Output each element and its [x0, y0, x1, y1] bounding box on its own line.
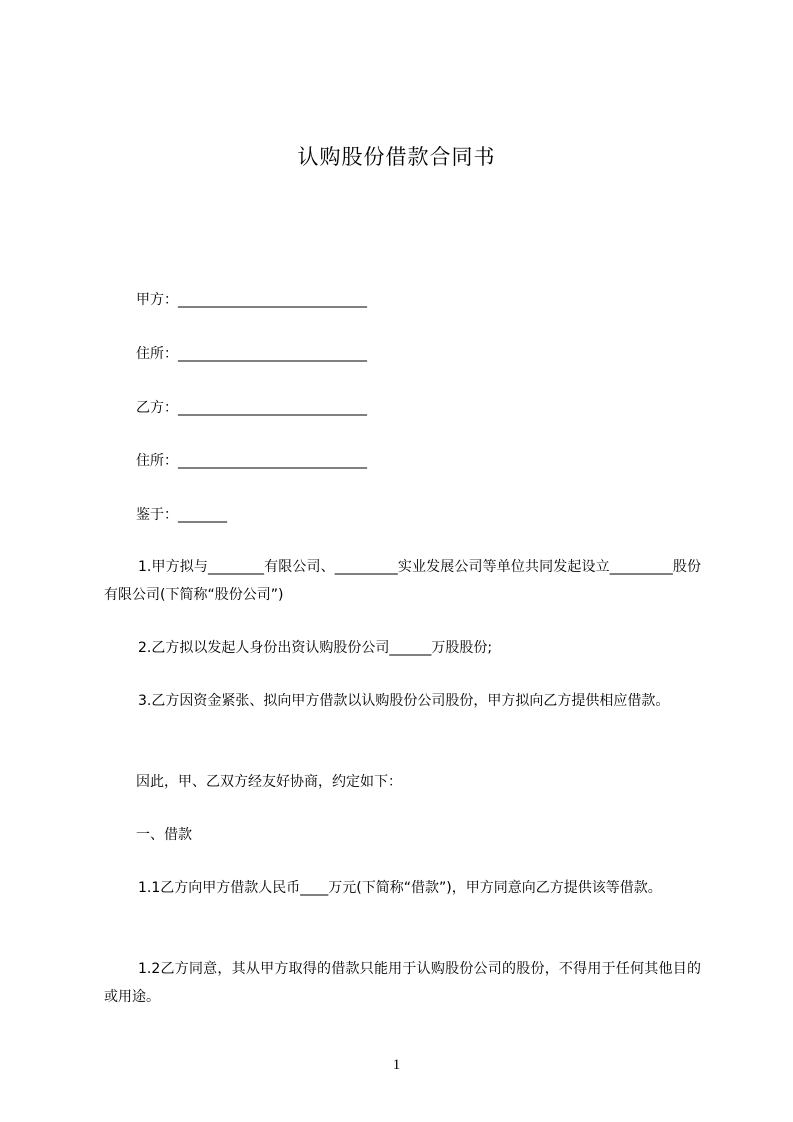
- document-title: 认购股份借款合同书: [297, 145, 496, 169]
- clause-1: 1.甲方拟与________有限公司、_________实业发展公司等单位共同发起设立_________股份有限公司(下简称“股份公司”): [104, 559, 701, 603]
- agreement-line: 因此，甲、乙双方经友好协商，约定如下：: [136, 774, 402, 790]
- party-b-line: 乙方：___________________________: [136, 400, 367, 416]
- whereas-line: 鉴于：_______: [136, 507, 227, 523]
- clause-2: 2.乙方拟以发起人身份出资认购股份公司______万股股份;: [138, 640, 493, 656]
- page-number: 1: [392, 1057, 401, 1073]
- clause-3: 3.乙方因资金紧张、拟向甲方借款以认购股份公司股份，甲方拟向乙方提供相应借款。: [138, 693, 670, 709]
- party-b-address-line: 住所：___________________________: [136, 453, 367, 469]
- party-a-line: 甲方：___________________________: [136, 292, 367, 308]
- section-1-1: 1.1乙方向甲方借款人民币____万元(下简称“借款”)，甲方同意向乙方提供该等借款。: [138, 880, 662, 896]
- section-1-heading: 一、借款: [136, 827, 192, 843]
- section-1-2: 1.2乙方同意，其从甲方取得的借款只能用于认购股份公司的股份，不得用于任何其他目的或用途。: [104, 961, 701, 1005]
- party-a-address-line: 住所：___________________________: [136, 346, 367, 362]
